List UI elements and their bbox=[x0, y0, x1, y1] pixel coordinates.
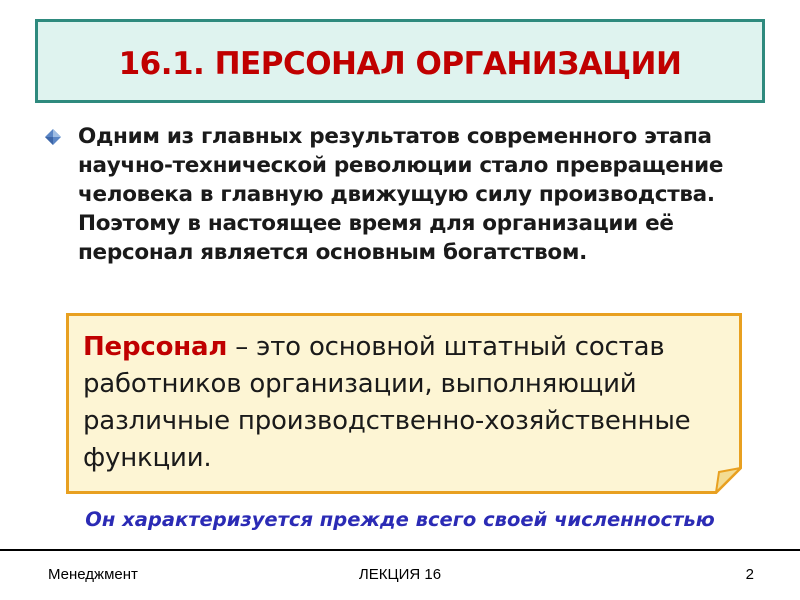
footer-lecture-label: ЛЕКЦИЯ 16 bbox=[358, 566, 442, 583]
footer-divider bbox=[0, 549, 800, 551]
bullet-text: Одним из главных результатов современного этапа научно-технической революции стало превращение человека в главную движущую силу производства. Поэтому в настоящее время для организации её персонал является основным богатством. bbox=[78, 124, 724, 265]
title-box bbox=[35, 19, 765, 103]
definition-text bbox=[83, 329, 733, 477]
note-line: Он характеризуется прежде всего своей численностью bbox=[85, 508, 715, 531]
slide-page-number: 2 bbox=[745, 566, 754, 583]
definition-body: – это основной штатный состав работников организации, выполняющий различные производственно-хозяйственные функции. bbox=[83, 332, 691, 473]
slide-title: 16.1. ПЕРСОНАЛ ОРГАНИЗАЦИИ bbox=[118, 46, 682, 82]
diamond-bullet-icon bbox=[45, 129, 61, 145]
definition-term: Персонал bbox=[83, 332, 228, 362]
footer-course-name: Менеджмент bbox=[48, 566, 138, 583]
